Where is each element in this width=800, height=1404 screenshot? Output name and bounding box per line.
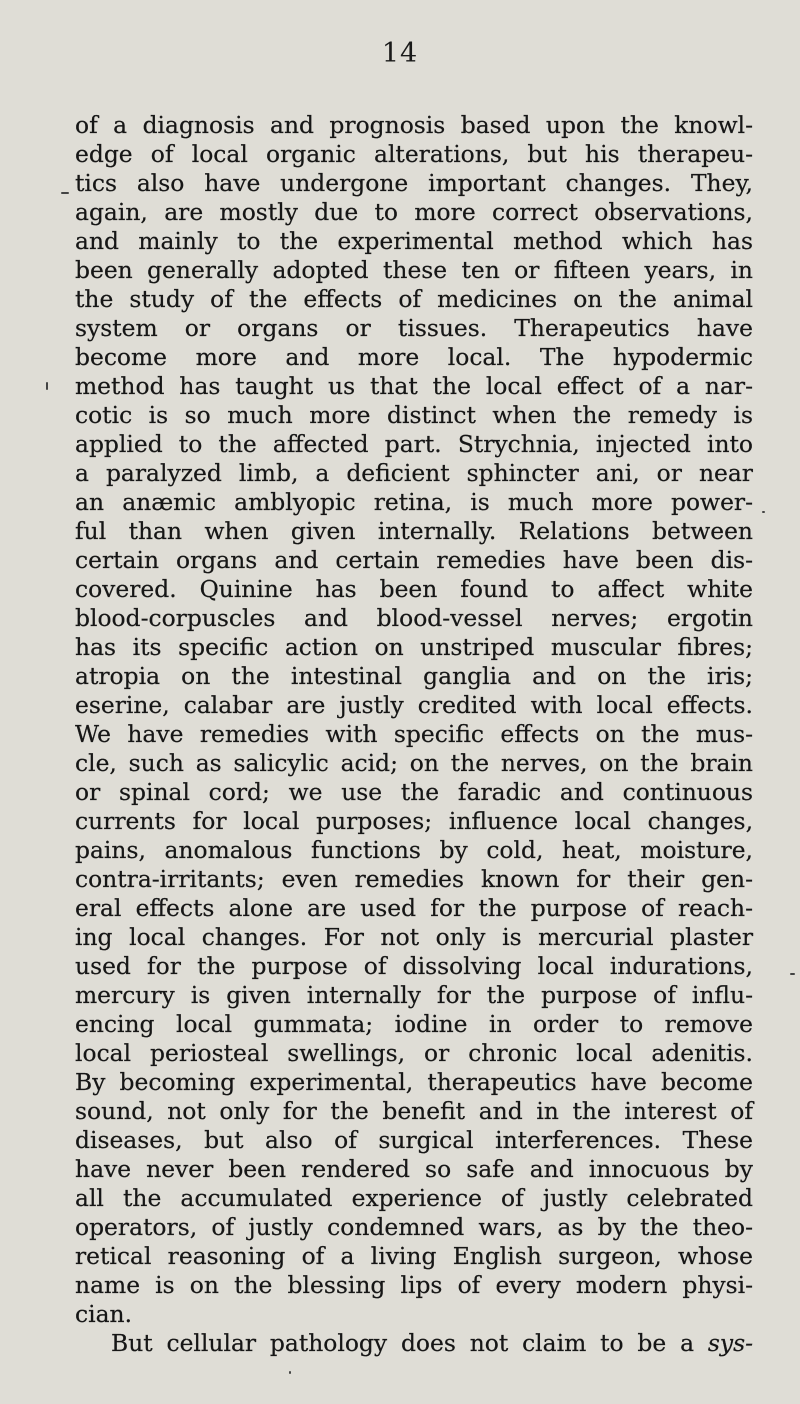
text-line: been generally adopted these ten or fifteen years, in [75, 256, 753, 284]
text-line: name is on the blessing lips of every modern physi- [75, 1271, 753, 1299]
text-line: local periosteal swellings, or chronic local adenitis. [75, 1039, 753, 1067]
text-line: cotic is so much more distinct when the remedy is [75, 401, 753, 429]
text-line: an anæmic amblyopic retina, is much more power- [75, 488, 753, 516]
text-line: covered. Quinine has been found to affect white [75, 575, 753, 603]
print-speck [46, 382, 48, 390]
text-line: ing local changes. For not only is mercurial plaster [75, 923, 753, 951]
text-line: system or organs or tissues. Therapeutics have [75, 314, 753, 342]
text-line: sound, not only for the benefit and in the interest of [75, 1097, 753, 1125]
text-line: eral effects alone are used for the purpose of reach- [75, 894, 753, 922]
text-line: become more and more local. The hypodermic [75, 343, 753, 371]
text-line: diseases, but also of surgical interferences. These [75, 1126, 753, 1154]
body-text [75, 111, 753, 1358]
text-line: cian. [75, 1300, 133, 1328]
print-speck [61, 192, 69, 194]
text-line: encing local gummata; iodine in order to remove [75, 1010, 753, 1038]
text-line: applied to the affected part. Strychnia, injected into [75, 430, 753, 458]
text-line: certain organs and certain remedies have been dis- [75, 546, 753, 574]
page-number: 14 [381, 38, 419, 69]
paragraph-start-line [75, 1329, 753, 1358]
text-line: By becoming experimental, therapeutics have become [75, 1068, 753, 1096]
print-speck [762, 511, 765, 513]
text-line: blood-corpuscles and blood-vessel nerves; ergotin [75, 604, 753, 632]
text-line: ful than when given internally. Relations between [75, 517, 753, 545]
text-line: method has taught us that the local effect of a nar- [75, 372, 753, 400]
text-line: of a diagnosis and prognosis based upon the knowl- [75, 111, 753, 139]
text-line: again, are mostly due to more correct observations, [75, 198, 753, 226]
text-line: eserine, calabar are justly credited with local effects. [75, 691, 753, 719]
text-line: a paralyzed limb, a deficient sphincter ani, or near [75, 459, 753, 487]
text-line: have never been rendered so safe and innocuous by [75, 1155, 753, 1183]
text-line: tics also have undergone important changes. They, [75, 169, 753, 197]
text-line: pains, anomalous functions by cold, heat, moisture, [75, 836, 753, 864]
text-line: edge of local organic alterations, but his therapeu- [75, 140, 753, 168]
text-line: contra-irritants; even remedies known for their gen- [75, 865, 753, 893]
text-line: cle, such as salicylic acid; on the nerves, on the brain [75, 749, 753, 777]
paragraph-start-text: But cellular pathology does not claim to be a [111, 1329, 695, 1357]
text-line: operators, of justly condemned wars, as by the theo- [75, 1213, 753, 1241]
text-line: used for the purpose of dissolving local indurations, [75, 952, 753, 980]
text-line: and mainly to the experimental method which has [75, 227, 753, 255]
text-line: currents for local purposes; influence local changes, [75, 807, 753, 835]
text-line: mercury is given internally for the purpose of influ- [75, 981, 753, 1009]
print-speck [289, 1371, 291, 1374]
text-line: retical reasoning of a living English surgeon, whose [75, 1242, 753, 1270]
italic-hyphenated-word: sys- [707, 1329, 753, 1357]
text-line: all the accumulated experience of justly celebrated [75, 1184, 753, 1212]
text-line: has its specific action on unstriped muscular fibres; [75, 633, 753, 661]
text-line: the study of the effects of medicines on the animal [75, 285, 753, 313]
text-line: or spinal cord; we use the faradic and continuous [75, 778, 753, 806]
text-line: atropia on the intestinal ganglia and on the iris; [75, 662, 753, 690]
text-line: We have remedies with specific effects on the mus- [75, 720, 753, 748]
print-speck [790, 973, 795, 975]
